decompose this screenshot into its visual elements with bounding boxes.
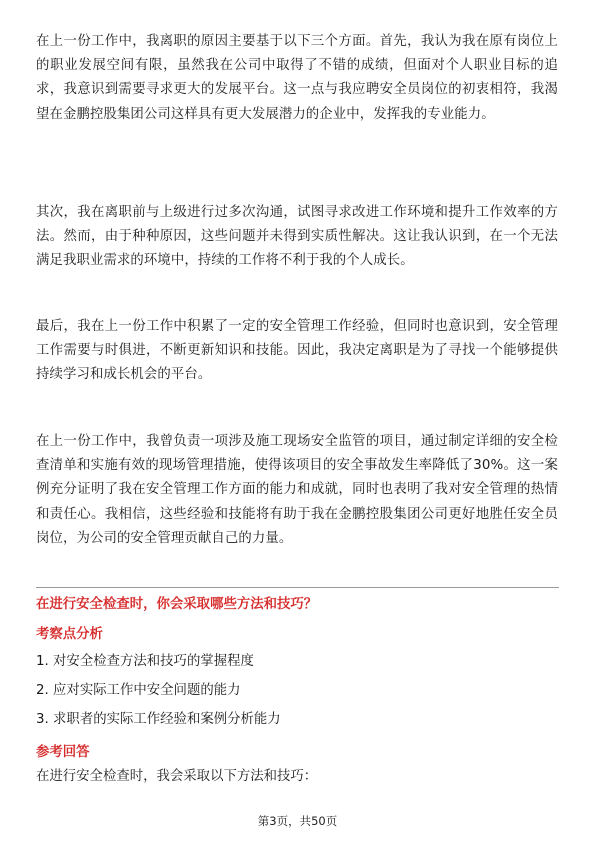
body-paragraph-4: 在上一份工作中，我曾负责一项涉及施工现场安全监管的项目，通过制定详细的安全检查清单和实施有效的现场管理措施，使得该项目的安全事故发生率降低了30%。这一案例充分证明了我在安全管理工作方面的能力和成就，同时也表明了我对安全管理的热情和责任心。我相信，这些经验和技能将有助于我在金鹏控股集团公司更好地胜任安全员岗位，为公司的安全管理贡献自己的力量。 [36, 434, 558, 546]
analysis-item-2: 2. 应对实际工作中安全问题的能力 [36, 683, 241, 698]
answer-heading: 参考回答 [36, 745, 90, 760]
body-paragraph-2: 其次，我在离职前与上级进行过多次沟通，试图寻求改进工作环境和提升工作效率的方法。然而，由于种种原因，这些问题并未得到实质性解决。这让我认识到，在一个无法满足我职业需求的环境中，持续的工作将不利于我的个人成长。 [36, 205, 558, 269]
section-divider [36, 587, 559, 588]
body-paragraph-1: 在上一份工作中，我离职的原因主要基于以下三个方面。首先，我认为我在原有岗位上的职业发展空间有限，虽然我在公司中取得了不错的成绩，但面对个人职业目标的追求，我意识到需要寻求更大的发展平台。这一点与我应聘安全员岗位的初衷相符，我渴望在金鹏控股集团公司这样具有更大发展潜力的企业中，发挥我的专业能力。 [36, 34, 558, 122]
analysis-item-1: 1. 对安全检查方法和技巧的掌握程度 [36, 654, 254, 669]
analysis-heading: 考察点分析 [36, 627, 103, 642]
analysis-item-3: 3. 求职者的实际工作经验和案例分析能力 [36, 712, 281, 727]
page-number-footer: 第3页，共50页 [257, 814, 338, 828]
answer-intro: 在进行安全检查时，我会采取以下方法和技巧： [36, 769, 318, 784]
question-title: 在进行安全检查时，你会采取哪些方法和技巧？ [36, 597, 318, 612]
body-paragraph-3: 最后，我在上一份工作中积累了一定的安全管理工作经验，但同时也意识到，安全管理工作需要与时俱进，不断更新知识和技能。因此，我决定离职是为了寻找一个能够提供持续学习和成长机会的平台。 [36, 319, 558, 383]
